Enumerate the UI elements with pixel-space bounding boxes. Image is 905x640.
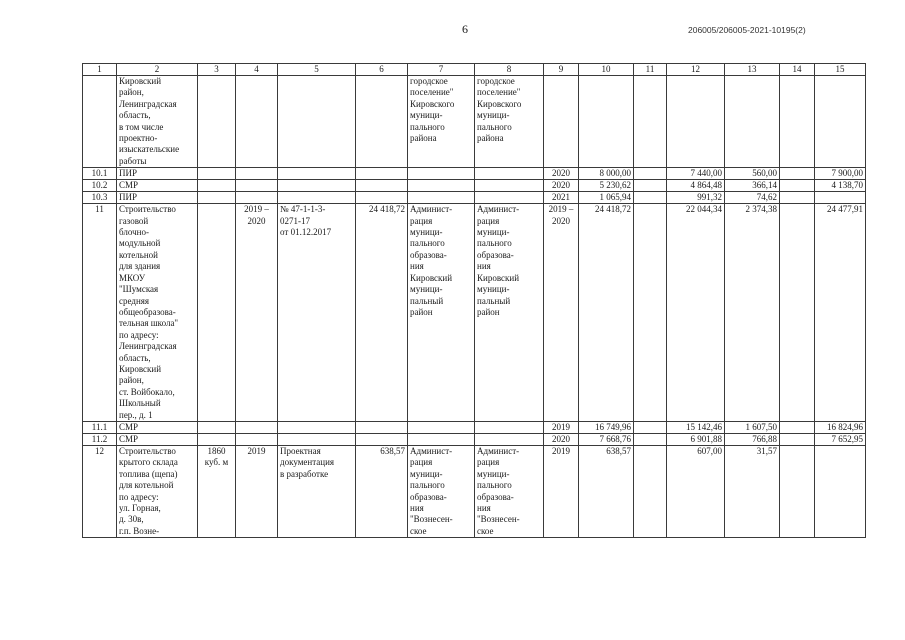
table-cell: ПИР: [117, 192, 198, 204]
table-cell: [780, 180, 815, 192]
table-cell: Кировский район, Ленинградская область, в том числе проектно- изыскательские работы: [117, 76, 198, 168]
table-row: [83, 445, 866, 537]
table-cell: [780, 168, 815, 180]
table-cell: 638,57: [579, 445, 634, 537]
table-row: [83, 168, 866, 180]
table-cell: 8 000,00: [579, 168, 634, 180]
table-cell: [278, 76, 356, 168]
table-cell: городское поселение" Кировского муници- пального района: [408, 76, 475, 168]
table-cell: [634, 180, 667, 192]
table-cell: 2021: [544, 192, 579, 204]
table-cell: 2019 – 2020: [544, 204, 579, 422]
header-cell: 12: [667, 64, 725, 76]
table-row: [83, 204, 866, 422]
page-number: 6: [462, 22, 468, 36]
table-cell: [278, 433, 356, 445]
table-cell: [815, 76, 866, 168]
header-cell: 9: [544, 64, 579, 76]
table-cell: 12: [83, 445, 117, 537]
table-row: [83, 433, 866, 445]
table-cell: [408, 421, 475, 433]
table-cell: [780, 204, 815, 422]
table-cell: 11: [83, 204, 117, 422]
table-cell: [236, 76, 278, 168]
table-cell: Строительство газовой блочно- модульной котельной для здания МКОУ "Шумская средняя общеобразова- тельная школа" по адресу: Ленинградская область, Кировский район, ст. Войбокало, Школьный пер., д. 1: [117, 204, 198, 422]
table-cell: городское поселение" Кировского муници- пального района: [475, 76, 544, 168]
table-cell: Админист- рация муници- пального образова- ния "Вознесен- ское: [475, 445, 544, 537]
table-cell: 7 652,95: [815, 433, 866, 445]
table-cell: [236, 421, 278, 433]
table-cell: [475, 433, 544, 445]
table-cell: [780, 445, 815, 537]
table-cell: [198, 204, 236, 422]
table-cell: [408, 433, 475, 445]
table-cell: [725, 76, 780, 168]
table-cell: [356, 421, 408, 433]
table-cell: [780, 192, 815, 204]
table-cell: СМР: [117, 180, 198, 192]
table-cell: 4 864,48: [667, 180, 725, 192]
table-cell: [356, 433, 408, 445]
table-row: [83, 192, 866, 204]
table-cell: 6 901,88: [667, 433, 725, 445]
header-cell: 13: [725, 64, 780, 76]
table-cell: № 47-1-1-3- 0271-17 от 01.12.2017: [278, 204, 356, 422]
table-cell: [356, 192, 408, 204]
table-cell: [475, 168, 544, 180]
table-cell: 2019: [236, 445, 278, 537]
table-cell: [544, 76, 579, 168]
table-cell: [780, 421, 815, 433]
table-cell: 11.1: [83, 421, 117, 433]
table-cell: 24 418,72: [356, 204, 408, 422]
table-cell: 766,88: [725, 433, 780, 445]
table-cell: [356, 168, 408, 180]
table-cell: [579, 76, 634, 168]
table-cell: 10.2: [83, 180, 117, 192]
header-row: [83, 64, 866, 76]
table-cell: 2020: [544, 168, 579, 180]
table-cell: Админист- рация муници- пального образова- ния "Вознесен- ское: [408, 445, 475, 537]
header-cell: 14: [780, 64, 815, 76]
header-cell: 6: [356, 64, 408, 76]
table-cell: 7 668,76: [579, 433, 634, 445]
table-cell: ПИР: [117, 168, 198, 180]
header-cell: 11: [634, 64, 667, 76]
table-cell: [198, 180, 236, 192]
table-cell: Строительство крытого склада топлива (щепа) для котельной по адресу: ул. Горная, д. 30в, г.п. Возне-: [117, 445, 198, 537]
table-cell: [408, 192, 475, 204]
table-cell: 4 138,70: [815, 180, 866, 192]
header-cell: 8: [475, 64, 544, 76]
table-cell: 10.1: [83, 168, 117, 180]
data-table: [82, 63, 866, 538]
table-cell: [198, 192, 236, 204]
table-row: [83, 421, 866, 433]
table-cell: 7 900,00: [815, 168, 866, 180]
table-cell: [83, 76, 117, 168]
table-cell: [198, 433, 236, 445]
table-cell: [408, 180, 475, 192]
table-cell: 638,57: [356, 445, 408, 537]
table-cell: [278, 192, 356, 204]
table-cell: 2019: [544, 445, 579, 537]
table-cell: [198, 76, 236, 168]
table-cell: 24 477,91: [815, 204, 866, 422]
table-cell: [236, 192, 278, 204]
table-cell: [198, 421, 236, 433]
table-cell: 366,14: [725, 180, 780, 192]
table-cell: [634, 445, 667, 537]
table-cell: Проектная документация в разработке: [278, 445, 356, 537]
table-cell: 15 142,46: [667, 421, 725, 433]
table-cell: 74,62: [725, 192, 780, 204]
table-cell: [278, 168, 356, 180]
table-cell: 1 607,50: [725, 421, 780, 433]
table-cell: [475, 192, 544, 204]
header-cell: 1: [83, 64, 117, 76]
header-cell: 15: [815, 64, 866, 76]
table-cell: 2020: [544, 180, 579, 192]
table-cell: 2020: [544, 433, 579, 445]
table-cell: 22 044,34: [667, 204, 725, 422]
header-cell: 7: [408, 64, 475, 76]
header-cell: 5: [278, 64, 356, 76]
table-cell: [634, 76, 667, 168]
table-cell: [356, 180, 408, 192]
table-cell: [198, 168, 236, 180]
header-cell: 3: [198, 64, 236, 76]
table-cell: 24 418,72: [579, 204, 634, 422]
table-cell: [634, 433, 667, 445]
table-cell: Админист- рация муници- пального образова- ния Кировский муници- пальный район: [408, 204, 475, 422]
table-cell: 11.2: [83, 433, 117, 445]
table-cell: 5 230,62: [579, 180, 634, 192]
table-cell: [634, 192, 667, 204]
table-cell: 7 440,00: [667, 168, 725, 180]
table-cell: 991,32: [667, 192, 725, 204]
table-cell: 607,00: [667, 445, 725, 537]
table-cell: [634, 421, 667, 433]
table-row: [83, 180, 866, 192]
table-cell: 2 374,38: [725, 204, 780, 422]
table-cell: [278, 421, 356, 433]
table-cell: [780, 76, 815, 168]
table-cell: 16 749,96: [579, 421, 634, 433]
table-cell: 1 065,94: [579, 192, 634, 204]
table-cell: [475, 421, 544, 433]
table-cell: 560,00: [725, 168, 780, 180]
table-cell: 10.3: [83, 192, 117, 204]
table-cell: [634, 204, 667, 422]
table-cell: 1860 куб. м: [198, 445, 236, 537]
header-cell: 4: [236, 64, 278, 76]
table-cell: [815, 445, 866, 537]
table-cell: [667, 76, 725, 168]
table-cell: [634, 168, 667, 180]
table-cell: [236, 433, 278, 445]
table-cell: [236, 180, 278, 192]
table-cell: [236, 168, 278, 180]
table-cell: СМР: [117, 433, 198, 445]
table-cell: Админист- рация муници- пального образова- ния Кировский муници- пальный район: [475, 204, 544, 422]
table-cell: 16 824,96: [815, 421, 866, 433]
table-cell: [780, 433, 815, 445]
header-cell: 10: [579, 64, 634, 76]
table-row-continued: [83, 76, 866, 168]
document-code: 206005/206005-2021-10195(2): [688, 25, 806, 35]
table-cell: [815, 192, 866, 204]
table-cell: 31,57: [725, 445, 780, 537]
table-cell: [475, 180, 544, 192]
table-cell: СМР: [117, 421, 198, 433]
table-cell: [356, 76, 408, 168]
header-cell: 2: [117, 64, 198, 76]
table-cell: 2019: [544, 421, 579, 433]
table-cell: [278, 180, 356, 192]
table-cell: 2019 – 2020: [236, 204, 278, 422]
table-cell: [408, 168, 475, 180]
